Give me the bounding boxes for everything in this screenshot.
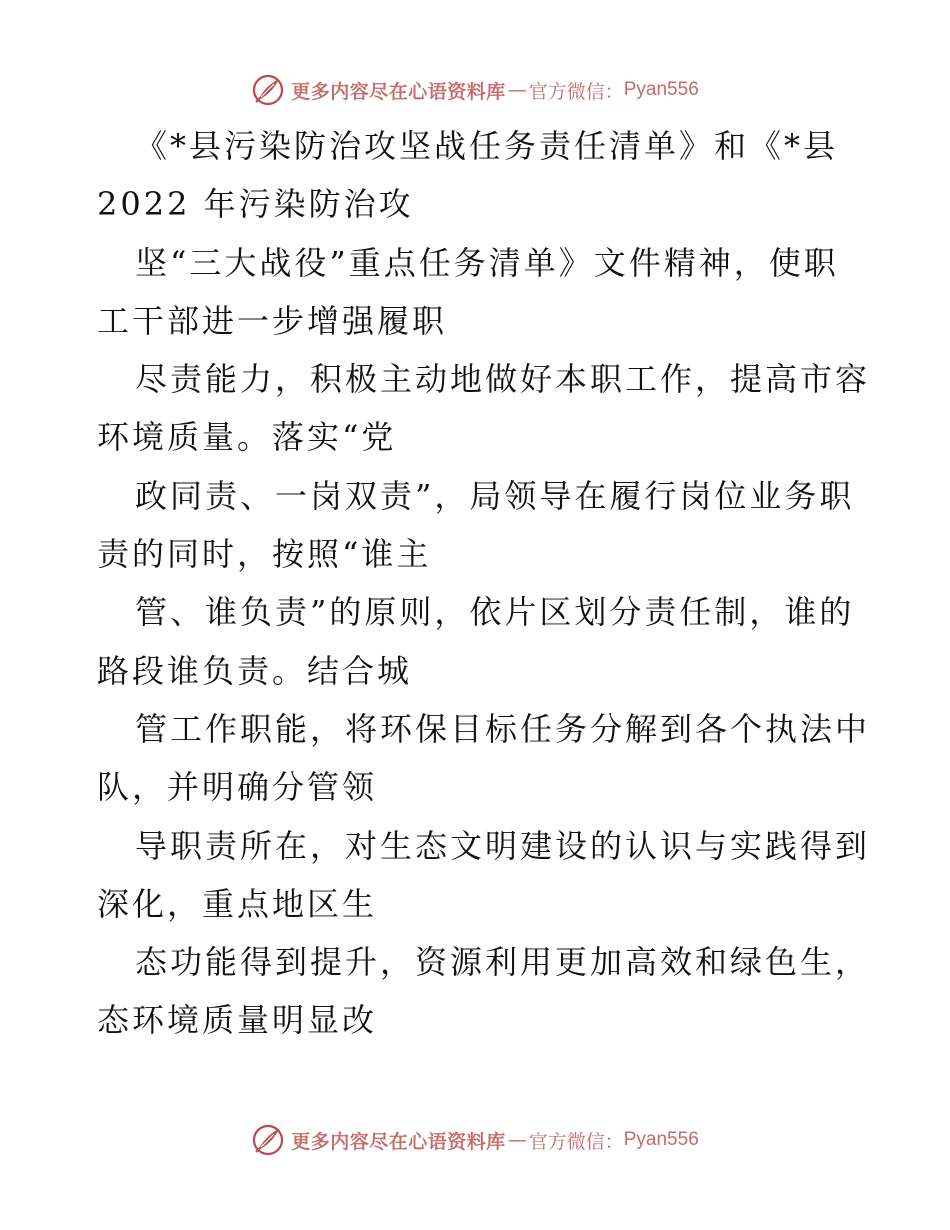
body-line: 路段谁负责。结合城 — [97, 651, 413, 690]
watermark-wechat-label: 官方微信： — [528, 80, 624, 103]
body-line: 管、谁负责”的原则，依片区划分责任制，谁的 — [135, 593, 855, 632]
body-line: 坚“三大战役”重点任务清单》文件精神，使职 — [135, 243, 839, 282]
watermark-text: 更多内容尽在心语资料库 — [291, 80, 506, 103]
body-line: 队，并明确分管领 — [97, 768, 378, 807]
watermark-wechat-id: Pyan556 — [623, 79, 699, 100]
body-line: 管工作职能，将环保目标任务分解到各个执法中 — [135, 709, 871, 748]
body-line: 工干部进一步增强履职 — [97, 301, 448, 340]
feather-pen-logo-icon — [251, 73, 285, 107]
feather-pen-logo-icon — [251, 1123, 285, 1157]
body-line: 尽责能力，积极主动地做好本职工作，提高市容 — [135, 360, 871, 399]
watermark-text: 更多内容尽在心语资料库 — [291, 1130, 506, 1153]
body-line: 导职责所在，对生态文明建设的认识与实践得到 — [135, 826, 871, 865]
watermark-dash: — — [507, 79, 527, 101]
document-body — [97, 117, 871, 1050]
footer-watermark — [0, 1120, 950, 1160]
body-line: 责的同时，按照“谁主 — [97, 535, 432, 574]
body-line: 态环境质量明显改 — [97, 1001, 378, 1040]
header-watermark — [0, 70, 950, 110]
body-line: 政同责、一岗双责”，局领导在履行岗位业务职 — [135, 476, 855, 515]
body-line: 态功能得到提升，资源利用更加高效和绿色生， — [135, 943, 871, 982]
watermark-wechat-label: 官方微信： — [528, 1130, 624, 1153]
watermark-dash: — — [507, 1129, 527, 1151]
body-line: 《*县污染防治攻坚战任务责任清单》和《*县 — [135, 127, 839, 165]
watermark-wechat-id: Pyan556 — [623, 1129, 699, 1150]
body-line: 2022 年污染防治攻 — [97, 185, 414, 224]
body-line: 深化，重点地区生 — [97, 884, 378, 923]
body-line: 环境质量。落实“党 — [97, 418, 397, 457]
